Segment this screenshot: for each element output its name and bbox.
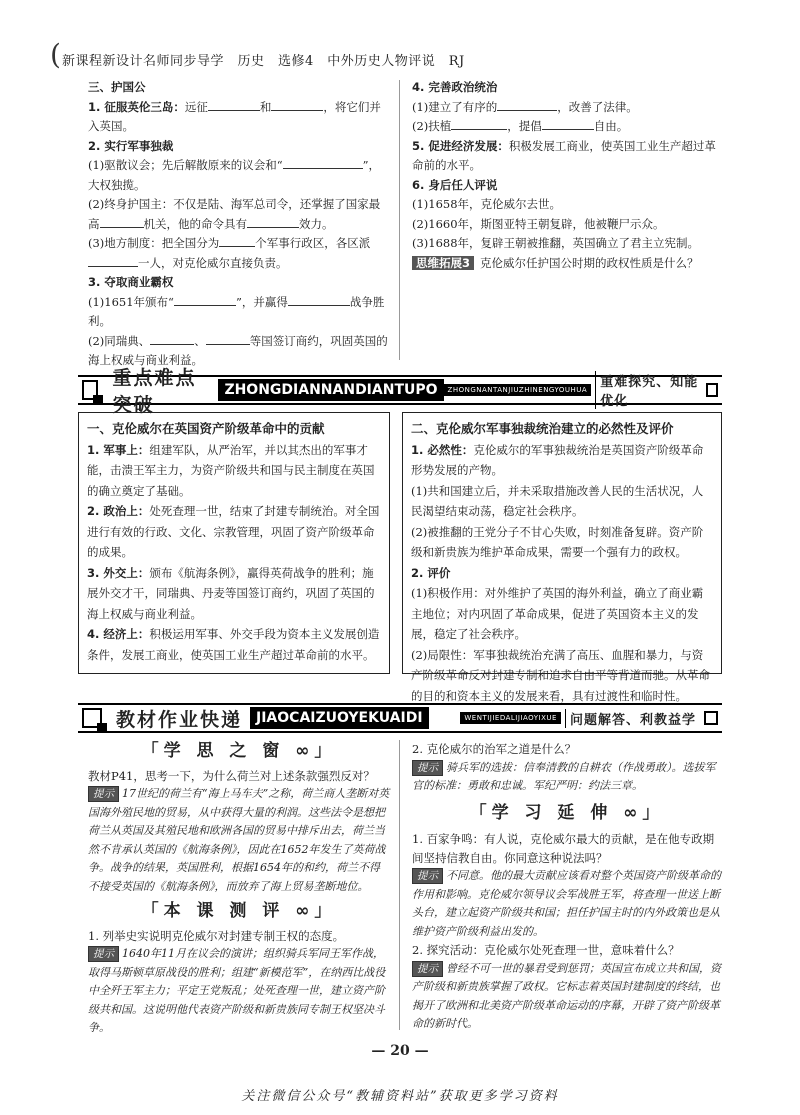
bar-title: 重点难点突破: [112, 367, 197, 416]
box-item: (1)共和国建立后，并未采取措施改善人民的生活状况，人民渴望结束动荡，稳定社会秩序。: [411, 483, 704, 518]
box-item: 1. 军事上：组建军队，从严治军，并以其杰出的军事才能，击溃王军主力，为资产阶级共和国与民主制度在英国的确立奠定了基础。: [87, 442, 375, 498]
item-2-1: (1)驱散议会；先后解散原来的议会和“ ”，大权独揽。: [88, 158, 381, 192]
section-title: 「学 思 之 窗 ∞」: [141, 741, 337, 761]
item-3-heading: 3. 夺取商业霸权: [88, 275, 174, 289]
item-6-heading: 6. 身后任人评说: [412, 177, 498, 192]
bar-pinyin: ZHONGDIANNANDIANTUPO: [218, 379, 443, 401]
item-2-2: (2)终身护国主：不仅是陆、海军总司令，还掌握了国家最高 机关，他的命令具有 效力。: [88, 197, 381, 231]
item-5: 5. 促进经济发展：积极发展工商业，使英国工业生产超过革命前的水平。: [412, 138, 716, 172]
square-icon: [82, 380, 98, 400]
section-title: 「学 习 延 伸 ∞」: [469, 802, 665, 823]
answer: 提示 17世纪的荷兰有“海上马车夫”之称，荷兰商人垄断对英国海外殖民地的贸易，从中获得大量的利润。这些法令是想把荷兰从英国及其殖民地和欧洲各国的贸易中排斥出去，荷兰当然不肯承认英国的《航海条例》，因此在1652年发生了英荷战争。战争的结果，英国胜利，根据1654年的和约，荷兰不得不接受英国的《航海条例》，而放弃了海上贸易垄断地位。: [88, 787, 390, 893]
bar-pinyin: JIAOCAIZUOYEKUAIDI: [250, 707, 429, 729]
bar-subtitle: 重难探究、知能优化: [595, 371, 702, 409]
think-tag: 思维拓展3: [412, 256, 474, 270]
bracket-mark: (: [50, 38, 61, 71]
square-icon: [706, 383, 718, 397]
think-question: 思维拓展3 克伦威尔任护国公时期的政权性质是什么？: [412, 254, 722, 274]
item-4-1: (1)建立了有序的 ，改善了法律。: [412, 99, 638, 114]
question: 1. 列举史实说明克伦威尔对封建专制王权的态度。: [88, 928, 345, 943]
item-3-1: (1)1651年颁布“ ”，并赢得 战争胜利。: [88, 294, 385, 328]
tip-label: 提示: [88, 786, 119, 802]
item-2-heading: 2. 实行军事独裁: [88, 138, 174, 153]
answer: 提示 骑兵军的选拔：信奉清教的自耕农（作战勇敢）。选拔军官的标准：勇敢和忠诚。军纪严明：约法三章。: [412, 760, 716, 792]
bar-small-pinyin: ZHONGNANTANJIUZHINENGYOUHUA: [444, 384, 592, 396]
box-item: 3. 外交上：颁布《航海条例》，赢得英荷战争的胜利；施展外交才干，同瑞典、丹麦等国签订商约，巩固了英国的海上权威与商业利益。: [87, 565, 375, 621]
box-item: 4. 经济上：积极运用军事、外交手段为资本主义发展创造条件，发展工商业，使英国工业生产超过革命前的水平。: [87, 627, 380, 662]
box-item: (2)局限性：军事独裁统治充满了高压、血腥和暴力，与资产阶级革命反对封建专制和追求自由平等背道而驰。从革命的目的和资本主义的发展来看，具有过渡性和临时性。: [411, 647, 710, 703]
tip-label: 提示: [412, 868, 443, 884]
bar-subtitle: 问题解答、利教益学: [565, 709, 700, 728]
section-bar-textbook: [78, 703, 722, 733]
section-title: 「本 课 测 评 ∞」: [141, 901, 337, 921]
box-title: 一、克伦威尔在英国资产阶级革命中的贡献: [87, 421, 325, 436]
item-6-3: (3)1688年，复辟王朝被推翻，英国确立了君主立宪制。: [412, 236, 700, 250]
question: 教材P41，思考一下，为什么荷兰对上述条款强烈反对？: [88, 768, 375, 783]
bar-title: 教材作业快递: [116, 708, 243, 731]
box-item: (2)被推翻的王党分子不甘心失败，时刻准备复辟。资产阶级和新贵族为维护革命成果，需要一个强有力的政权。: [411, 524, 704, 559]
item-3-2: (2)同瑞典、 、 等国签订商约，巩固英国的海上权威与商业利益。: [88, 333, 388, 367]
item-2-3: (3)地方制度：把全国分为 个军事行政区，各区派一人，对克伦威尔直接负责。: [88, 236, 371, 270]
item-4-2: (2)扶植 ，提倡 自由。: [412, 119, 629, 133]
box-item: (1)积极作用：对外维护了英国的海外利益，确立了商业霸主地位；对内巩固了革命成果，促进了英国资本主义的发展，稳定了社会秩序。: [411, 586, 704, 641]
question: 2. 探究活动：克伦威尔处死查理一世，意味着什么？: [412, 943, 680, 957]
box-evaluation: [402, 412, 722, 703]
top-right-column: [412, 78, 722, 273]
page-number: — 20 —: [371, 1043, 429, 1059]
box-contribution: [78, 412, 390, 674]
tip-label: 提示: [412, 760, 443, 776]
answer: 提示 1640年11月在议会的演讲；组织骑兵军同王军作战，取得马斯顿草原战役的胜利；组建“新模范军”，在纳西比战役中全歼王军主力；平定王党叛乱；处死查理一世，建立资产阶级共和国。这说明他代表资产阶级和新贵族同专制王权坚决斗争。: [88, 947, 386, 1034]
box-title: 二、克伦威尔军事独裁统治建立的必然性及评价: [411, 421, 674, 436]
item-6-2: (2)1660年，斯图亚特王朝复辟，他被鞭尸示众。: [412, 216, 665, 231]
bottom-left-column: [88, 742, 390, 1038]
bottom-right-column: [412, 740, 722, 1034]
bar-small-pinyin: WENTIJIEDALIJIAOYIXUE: [460, 712, 561, 724]
box-subheading: 2. 评价: [411, 565, 451, 580]
tip-label: 提示: [412, 961, 443, 977]
item-1: 1. 征服英伦三岛：远征 和 ，将它们并入英国。: [88, 99, 381, 133]
box-item: 1. 必然性：克伦威尔的军事独裁统治是英国资产阶级革命形势发展的产物。: [411, 442, 704, 477]
column-divider: [399, 740, 400, 1030]
column-divider: [399, 80, 400, 360]
item-6-1: (1)1658年，克伦威尔去世。: [412, 197, 562, 211]
box-item: 2. 政治上：处死查理一世，结束了封建专制统治。对全国进行有效的行政、文化、宗教管理，巩固了资产阶级革命的成果。: [87, 504, 380, 559]
square-icon: [704, 711, 718, 725]
item-4-heading: 4. 完善政治统治: [412, 80, 498, 94]
section-heading: 三、护国公: [88, 80, 146, 94]
top-left-column: [88, 78, 388, 371]
footer-note: 关注微信公众号“教辅资料站”获取更多学习资料: [241, 1089, 559, 1104]
tip-label: 提示: [88, 946, 119, 962]
square-icon: [82, 708, 102, 728]
question: 1. 百家争鸣：有人说，克伦威尔最大的贡献，是在他专政期间坚持信教自由。你同意这种说法吗？: [412, 832, 715, 865]
section-bar-key-points: [78, 367, 722, 416]
running-header: 新课程新设计名师同步导学 历史 选修4 中外历史人物评说 RJ: [62, 54, 465, 69]
question: 2. 克伦威尔的治军之道是什么？: [412, 742, 577, 756]
answer: 提示 曾经不可一世的暴君受到惩罚；英国宣布成立共和国，资产阶级和新贵族掌握了政权。它标志着英国封建制度的终结，也揭开了欧洲和北美资产阶级革命运动的序幕，开辟了资产阶级革命的新时代。: [412, 961, 721, 1030]
answer: 提示 不同意。他的最大贡献应该看对整个英国资产阶级革命的作用和影响。克伦威尔领导议会军战胜王军，将查理一世送上断头台，建立起资产阶级共和国；担任护国主时的内外政策也是从维护资产阶级利益出发的。: [412, 869, 721, 938]
